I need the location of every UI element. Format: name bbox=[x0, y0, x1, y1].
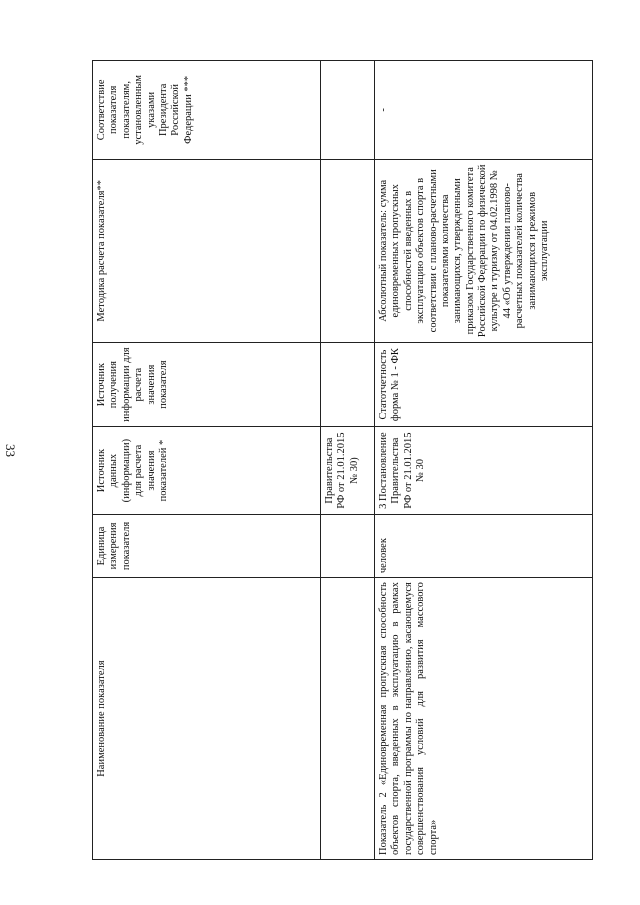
cell-data-source: Правительства РФ от 21.01.2015 № 30) bbox=[321, 427, 375, 514]
cell-method: Абсолютный показатель: сумма единовременных пропускных способностей введенных в эксплуатацию объектов спорта в соответствии с планово-расчетными показателями количества занимающихся, утвержденными приказом Государственного комитета Российской Федерации по физической культуре и туризму от 04.02.1998 № 44 «Об утверждении планово-расчетных показателей количества занимающихся и режимов эксплуатации bbox=[375, 159, 593, 342]
cell-name bbox=[321, 578, 375, 860]
cell-unit: человек bbox=[375, 514, 593, 577]
table-header-row bbox=[93, 61, 321, 860]
table-row bbox=[321, 61, 375, 860]
rotated-table-sheet bbox=[92, 60, 593, 860]
cell-conformity bbox=[321, 61, 375, 160]
cell-method bbox=[321, 159, 375, 342]
header-name: Наименование показателя bbox=[93, 578, 321, 860]
header-method: Методика расчета показателя** bbox=[93, 159, 321, 342]
cell-info-source: Статотчетность форма № 1 - ФК bbox=[375, 342, 593, 427]
indicators-table bbox=[92, 60, 593, 860]
header-info-source: Источник получения информации для расчета значения показателя bbox=[93, 342, 321, 427]
header-unit: Единица измерения показателя bbox=[93, 514, 321, 577]
page-number: 33 bbox=[3, 444, 18, 457]
header-data-source: Источник данных (информации) для расчета значения показателей * bbox=[93, 427, 321, 514]
cell-info-source bbox=[321, 342, 375, 427]
header-conformity: Соответствие показателя показателям, установленным указами Президента Российской Федерации *** bbox=[93, 61, 321, 160]
cell-data-source: 3 Постановление Правительства РФ от 21.01.2015 № 30 bbox=[375, 427, 593, 514]
cell-name: Показатель 2 «Единовременная пропускная способность объектов спорта, введенных в эксплуатацию в рамках государственной программы по направлению, касающемуся совершенствования условий для развития массового спорта» bbox=[375, 578, 593, 860]
cell-unit bbox=[321, 514, 375, 577]
cell-conformity: - bbox=[375, 61, 593, 160]
table-row bbox=[375, 61, 593, 860]
